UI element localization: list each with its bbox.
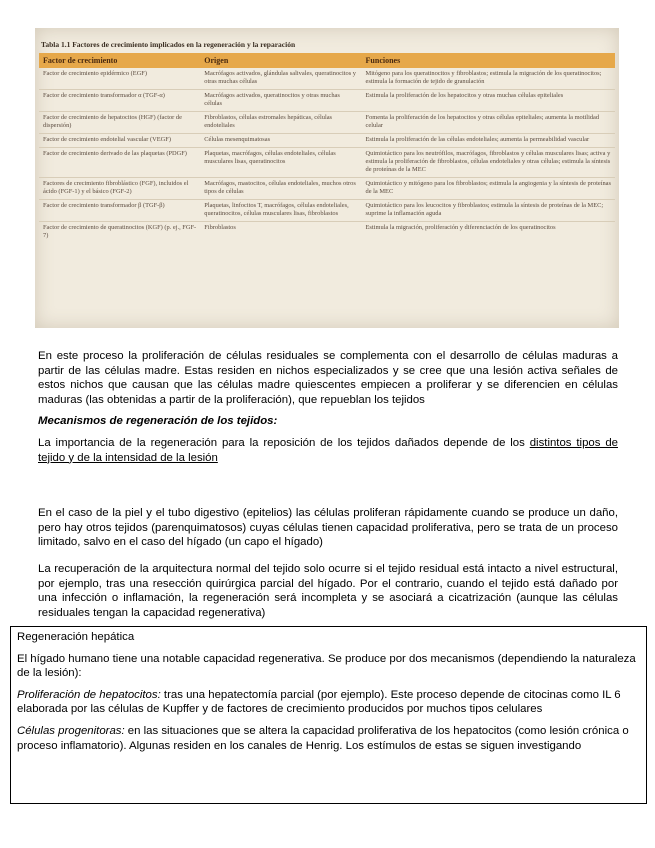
table-cell: Fibroblastos	[204, 224, 236, 231]
liver-regeneration-box	[10, 626, 647, 804]
table-cell: Quimiotáctico para los neutrófilos, macrófagos, fibroblastos y células musculares lisas; activa y estimula la proliferación de fibroblastos, células endoteliales y otras células; estimula la síntesis de proteínas de la MEC	[362, 148, 615, 178]
section-heading: Mecanismos de regeneración de los tejidos:	[38, 415, 278, 427]
paragraph-architecture: La recuperación de la arquitectura normal del tejido solo ocurre si el tejido residual está intacto a nivel estructural, por ejemplo, tras una resección quirúrgica parcial del hígado. Por el contrario, cuando el tejido está dañado por una infección o inflamación, la regeneración será incompleta y se asociará a cicatrización (aunque las células residuales tengan la capacidad regenerativa)	[38, 563, 618, 619]
importance-underlined: distintos tipos de tejido y de la intensidad de la lesión	[38, 437, 618, 464]
paragraph-stem-cells: En este proceso la proliferación de células residuales se complementa con el desarrollo de células maduras a partir de las células madre. Estas residen en nichos especializados y se cree que una lesión activa señales de estos nichos que causan que las células madre quiescentes empiecen a proliferar y se diferencien en células maduras (las obtenidas a partir de la proliferación), que repueblan los tejidos	[38, 350, 618, 406]
table-cell: Estimula la proliferación de las células endoteliales; aumenta la permeabilidad vascular	[362, 134, 615, 148]
table-cell: Factor de crecimiento transformador α (TGF-α)	[39, 90, 200, 112]
progenitors-label: Células progenitoras:	[17, 724, 125, 737]
table-row	[39, 134, 615, 148]
table-cell: Macrófagos activados, queratinocitos y otras muchas células	[200, 90, 361, 112]
table-photo	[35, 28, 619, 328]
table-cell: Estimula la proliferación de los hepatocitos y otras muchas células epiteliales	[362, 90, 615, 112]
table-cell: Factor de crecimiento derivado de las plaquetas (PDGF)	[39, 148, 200, 178]
table-cell: Macrófagos activados, glándulas salivales, queratinocitos y otras muchas células	[200, 68, 361, 90]
box-title: Regeneración hepática	[17, 631, 135, 643]
table-cell: Fibroblastos, células estromales hepáticas, células endoteliales	[200, 112, 361, 134]
table-cell: Mitógeno para los queratinocitos y fibroblastos; estimula la migración de los queratinocitos; estimula la formación de tejido de granulación	[362, 68, 615, 90]
table-title: Tabla 1.1 Factores de crecimiento implicados en la regeneración y la reparación	[41, 40, 296, 49]
box-hepatocytes	[17, 688, 640, 717]
table-row	[39, 222, 615, 244]
table-row	[39, 200, 615, 222]
table-row	[39, 90, 615, 112]
table-cell: Factor de crecimiento transformador β (TGF-β)	[39, 200, 200, 222]
table-row	[39, 178, 615, 200]
table-row	[39, 148, 615, 178]
table-cell: Factor de crecimiento endotelial vascular (VEGF)	[39, 134, 200, 148]
header-functions: Funciones	[362, 53, 615, 68]
table-cell: Plaquetas, macrófagos, células endoteliales, células musculares lisas, queratinocitos	[200, 148, 361, 178]
table-cell: Estimula la migración, proliferación y diferenciación de los queratinocitos	[365, 224, 556, 231]
box-intro: El hígado humano tiene una notable capacidad regenerativa. Se produce por dos mecanismos (dependiendo la naturaleza de la lesión):	[17, 652, 636, 680]
table-cell: Factor de crecimiento de queratinocitos (KGF) (p. ej., FGF-7)	[43, 224, 197, 239]
table-header-row	[39, 53, 615, 68]
table-cell: Quimiotáctico y mitógeno para los fibroblastos; estimula la angiogenia y la síntesis de proteínas de la MEC	[362, 178, 615, 200]
paragraph-importance	[38, 436, 618, 465]
table-cell: Plaquetas, linfocitos T, macrófagos, células endoteliales, queratinocitos, células musculares lisas, fibroblastos	[200, 200, 361, 222]
table-cell: Macrófagos, mastocitos, células endoteliales, muchos otros tipos de células	[200, 178, 361, 200]
growth-factors-table	[39, 53, 615, 243]
header-origin: Origen	[200, 53, 361, 68]
table-cell: Células mesenquimatosas	[200, 134, 361, 148]
table-cell: Fomenta la proliferación de los hepatocitos y otras células epiteliales; aumenta la motilidad celular	[362, 112, 615, 134]
table-cell: Factores de crecimiento fibroblástico (FGF), incluidos el ácido (FGF-1) y el básico (FGF-2)	[39, 178, 200, 200]
table-row	[39, 68, 615, 90]
progenitors-text: en las situaciones que se altera la capacidad proliferativa de los hepatocitos (como lesión crónica o proceso inflamatorio). Algunas residen en los canales de Henrig. Los estímulos de estas se siguen investigando	[17, 724, 629, 752]
hepatocytes-text: tras una hepatectomía parcial (por ejemplo). Este proceso depende de citocinas como IL 6 elaborada por las células de Kupffer y de factores de crecimiento producidos por muchos tipos celulares	[17, 688, 621, 716]
hepatocytes-label: Proliferación de hepatocitos:	[17, 688, 161, 701]
table-cell: Factor de crecimiento de hepatocitos (HGF) (factor de dispersión)	[39, 112, 200, 134]
box-progenitors	[17, 724, 640, 753]
paragraph-epithelia: En el caso de la piel y el tubo digestivo (epitelios) las células proliferan rápidamente cuando se produce un daño, pero hay otros tejidos (parenquimatosos) cuyas células tienen capacidad proliferativa, pero se trata de un proceso limitado, salvo en el caso del hígado (un capo el hígado)	[38, 507, 618, 549]
table-cell: Quimiotáctico para los leucocitos y fibroblastos; estimula la síntesis de proteínas de la MEC; suprime la inflamación aguda	[362, 200, 615, 222]
table-row	[39, 112, 615, 134]
table-cell: Factor de crecimiento epidérmico (EGF)	[39, 68, 200, 90]
importance-text: La importancia de la regeneración para la reposición de los tejidos dañados depende de los	[38, 437, 530, 449]
header-factor: Factor de crecimiento	[39, 53, 200, 68]
